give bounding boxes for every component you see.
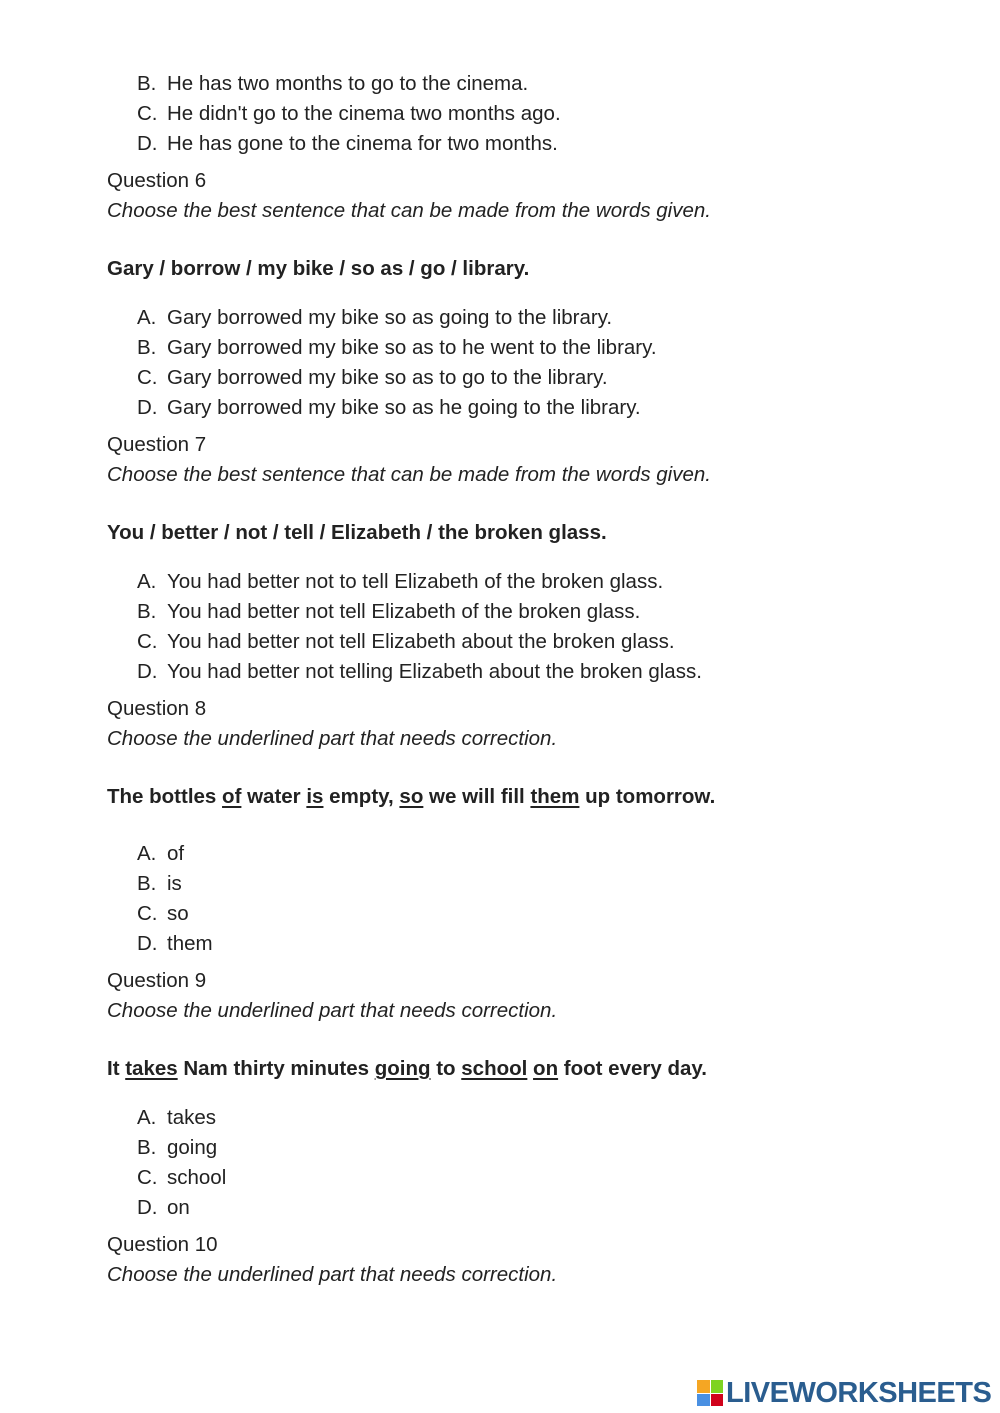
prompt-text: empty,: [323, 785, 400, 808]
underlined-part-b: going: [374, 1057, 431, 1080]
option-text: He has gone to the cinema for two months.: [167, 132, 558, 155]
underlined-part-c: school: [461, 1057, 528, 1080]
option-letter: C.: [137, 1166, 158, 1189]
option-text: on: [167, 1196, 190, 1219]
underlined-part-a: takes: [125, 1057, 178, 1080]
q8-option-c[interactable]: [137, 902, 189, 926]
question-7-title: Question 7: [107, 433, 207, 456]
question-7-instruction: Choose the best sentence that can be made from the words given.: [107, 463, 711, 486]
q9-option-d[interactable]: [137, 1196, 190, 1220]
option-text: so: [167, 902, 189, 925]
logo-mark-icon: [697, 1380, 723, 1406]
q7-option-a[interactable]: [137, 570, 663, 594]
q6-option-d[interactable]: [137, 396, 641, 420]
question-6-title: Question 6: [107, 169, 207, 192]
q8-option-d[interactable]: [137, 932, 213, 956]
prompt-text: The bottles: [107, 785, 223, 808]
question-9-title: Question 9: [107, 969, 207, 992]
option-text: them: [167, 932, 213, 955]
q5-option-d[interactable]: [137, 132, 558, 156]
option-text: takes: [167, 1106, 216, 1129]
option-letter: B.: [137, 72, 157, 95]
question-10-instruction: Choose the underlined part that needs correction.: [107, 1263, 558, 1286]
question-7-prompt: You / better / not / tell / Elizabeth / the broken glass.: [107, 521, 607, 544]
underlined-part-d: them: [530, 785, 580, 808]
prompt-text: It: [107, 1057, 126, 1080]
option-letter: A.: [137, 842, 157, 865]
q7-option-b[interactable]: [137, 600, 640, 624]
option-text: going: [167, 1136, 218, 1159]
q5-option-b[interactable]: [137, 72, 528, 96]
question-8-prompt: [107, 785, 715, 809]
prompt-text: we will fill: [423, 785, 531, 808]
option-letter: C.: [137, 366, 158, 389]
option-text: He has two months to go to the cinema.: [167, 72, 529, 95]
question-6-prompt: Gary / borrow / my bike / so as / go / library.: [107, 257, 530, 280]
question-9-instruction: Choose the underlined part that needs correction.: [107, 999, 558, 1022]
q5-option-c[interactable]: [137, 102, 561, 126]
prompt-text: to: [430, 1057, 462, 1080]
question-8-title: Question 8: [107, 697, 207, 720]
option-text: Gary borrowed my bike so as going to the library.: [167, 306, 613, 329]
option-letter: D.: [137, 132, 158, 155]
option-letter: A.: [137, 1106, 157, 1129]
option-letter: C.: [137, 902, 158, 925]
option-text: You had better not tell Elizabeth about the broken glass.: [167, 630, 675, 653]
option-text: You had better not tell Elizabeth of the broken glass.: [167, 600, 641, 623]
option-text: He didn't go to the cinema two months ago.: [167, 102, 561, 125]
question-8-instruction: Choose the underlined part that needs correction.: [107, 727, 558, 750]
option-text: You had better not to tell Elizabeth of the broken glass.: [167, 570, 664, 593]
underlined-part-c: so: [399, 785, 424, 808]
q6-option-a[interactable]: [137, 306, 612, 330]
question-10-title: Question 10: [107, 1233, 218, 1256]
option-text: Gary borrowed my bike so as to go to the library.: [167, 366, 608, 389]
logo-text: LIVEWORKSHEETS: [726, 1377, 992, 1409]
option-letter: D.: [137, 660, 158, 683]
underlined-part-d: on: [533, 1057, 559, 1080]
option-letter: B.: [137, 600, 157, 623]
q6-option-c[interactable]: [137, 366, 608, 390]
option-letter: A.: [137, 570, 157, 593]
option-letter: B.: [137, 1136, 157, 1159]
option-letter: C.: [137, 630, 158, 653]
q9-option-b[interactable]: [137, 1136, 217, 1160]
prompt-text: Nam thirty minutes: [177, 1057, 375, 1080]
option-text: Gary borrowed my bike so as to he went to the library.: [167, 336, 657, 359]
option-text: school: [167, 1166, 227, 1189]
option-text: is: [167, 872, 182, 895]
option-text: Gary borrowed my bike so as he going to the library.: [167, 396, 641, 419]
prompt-text: foot every day.: [558, 1057, 707, 1080]
logo-square-icon: [697, 1380, 710, 1393]
option-letter: D.: [137, 932, 158, 955]
question-9-prompt: [107, 1057, 707, 1081]
q9-option-c[interactable]: [137, 1166, 226, 1190]
underlined-part-a: of: [222, 785, 242, 808]
option-text: of: [167, 842, 185, 865]
question-6-instruction: Choose the best sentence that can be made from the words given.: [107, 199, 711, 222]
q7-option-d[interactable]: [137, 660, 702, 684]
underlined-part-b: is: [306, 785, 324, 808]
logo-square-icon: [711, 1394, 724, 1407]
q6-option-b[interactable]: [137, 336, 657, 360]
q8-option-a[interactable]: [137, 842, 184, 866]
prompt-text: up tomorrow.: [579, 785, 716, 808]
option-letter: C.: [137, 102, 158, 125]
prompt-text: water: [241, 785, 307, 808]
logo-square-icon: [711, 1380, 724, 1393]
option-text: You had better not telling Elizabeth about the broken glass.: [167, 660, 702, 683]
q9-option-a[interactable]: [137, 1106, 216, 1130]
q7-option-c[interactable]: [137, 630, 675, 654]
liveworksheets-logo: [697, 1378, 991, 1408]
option-letter: D.: [137, 1196, 158, 1219]
option-letter: A.: [137, 306, 157, 329]
option-letter: B.: [137, 872, 157, 895]
logo-square-icon: [697, 1394, 710, 1407]
option-letter: B.: [137, 336, 157, 359]
option-letter: D.: [137, 396, 158, 419]
q8-option-b[interactable]: [137, 872, 182, 896]
